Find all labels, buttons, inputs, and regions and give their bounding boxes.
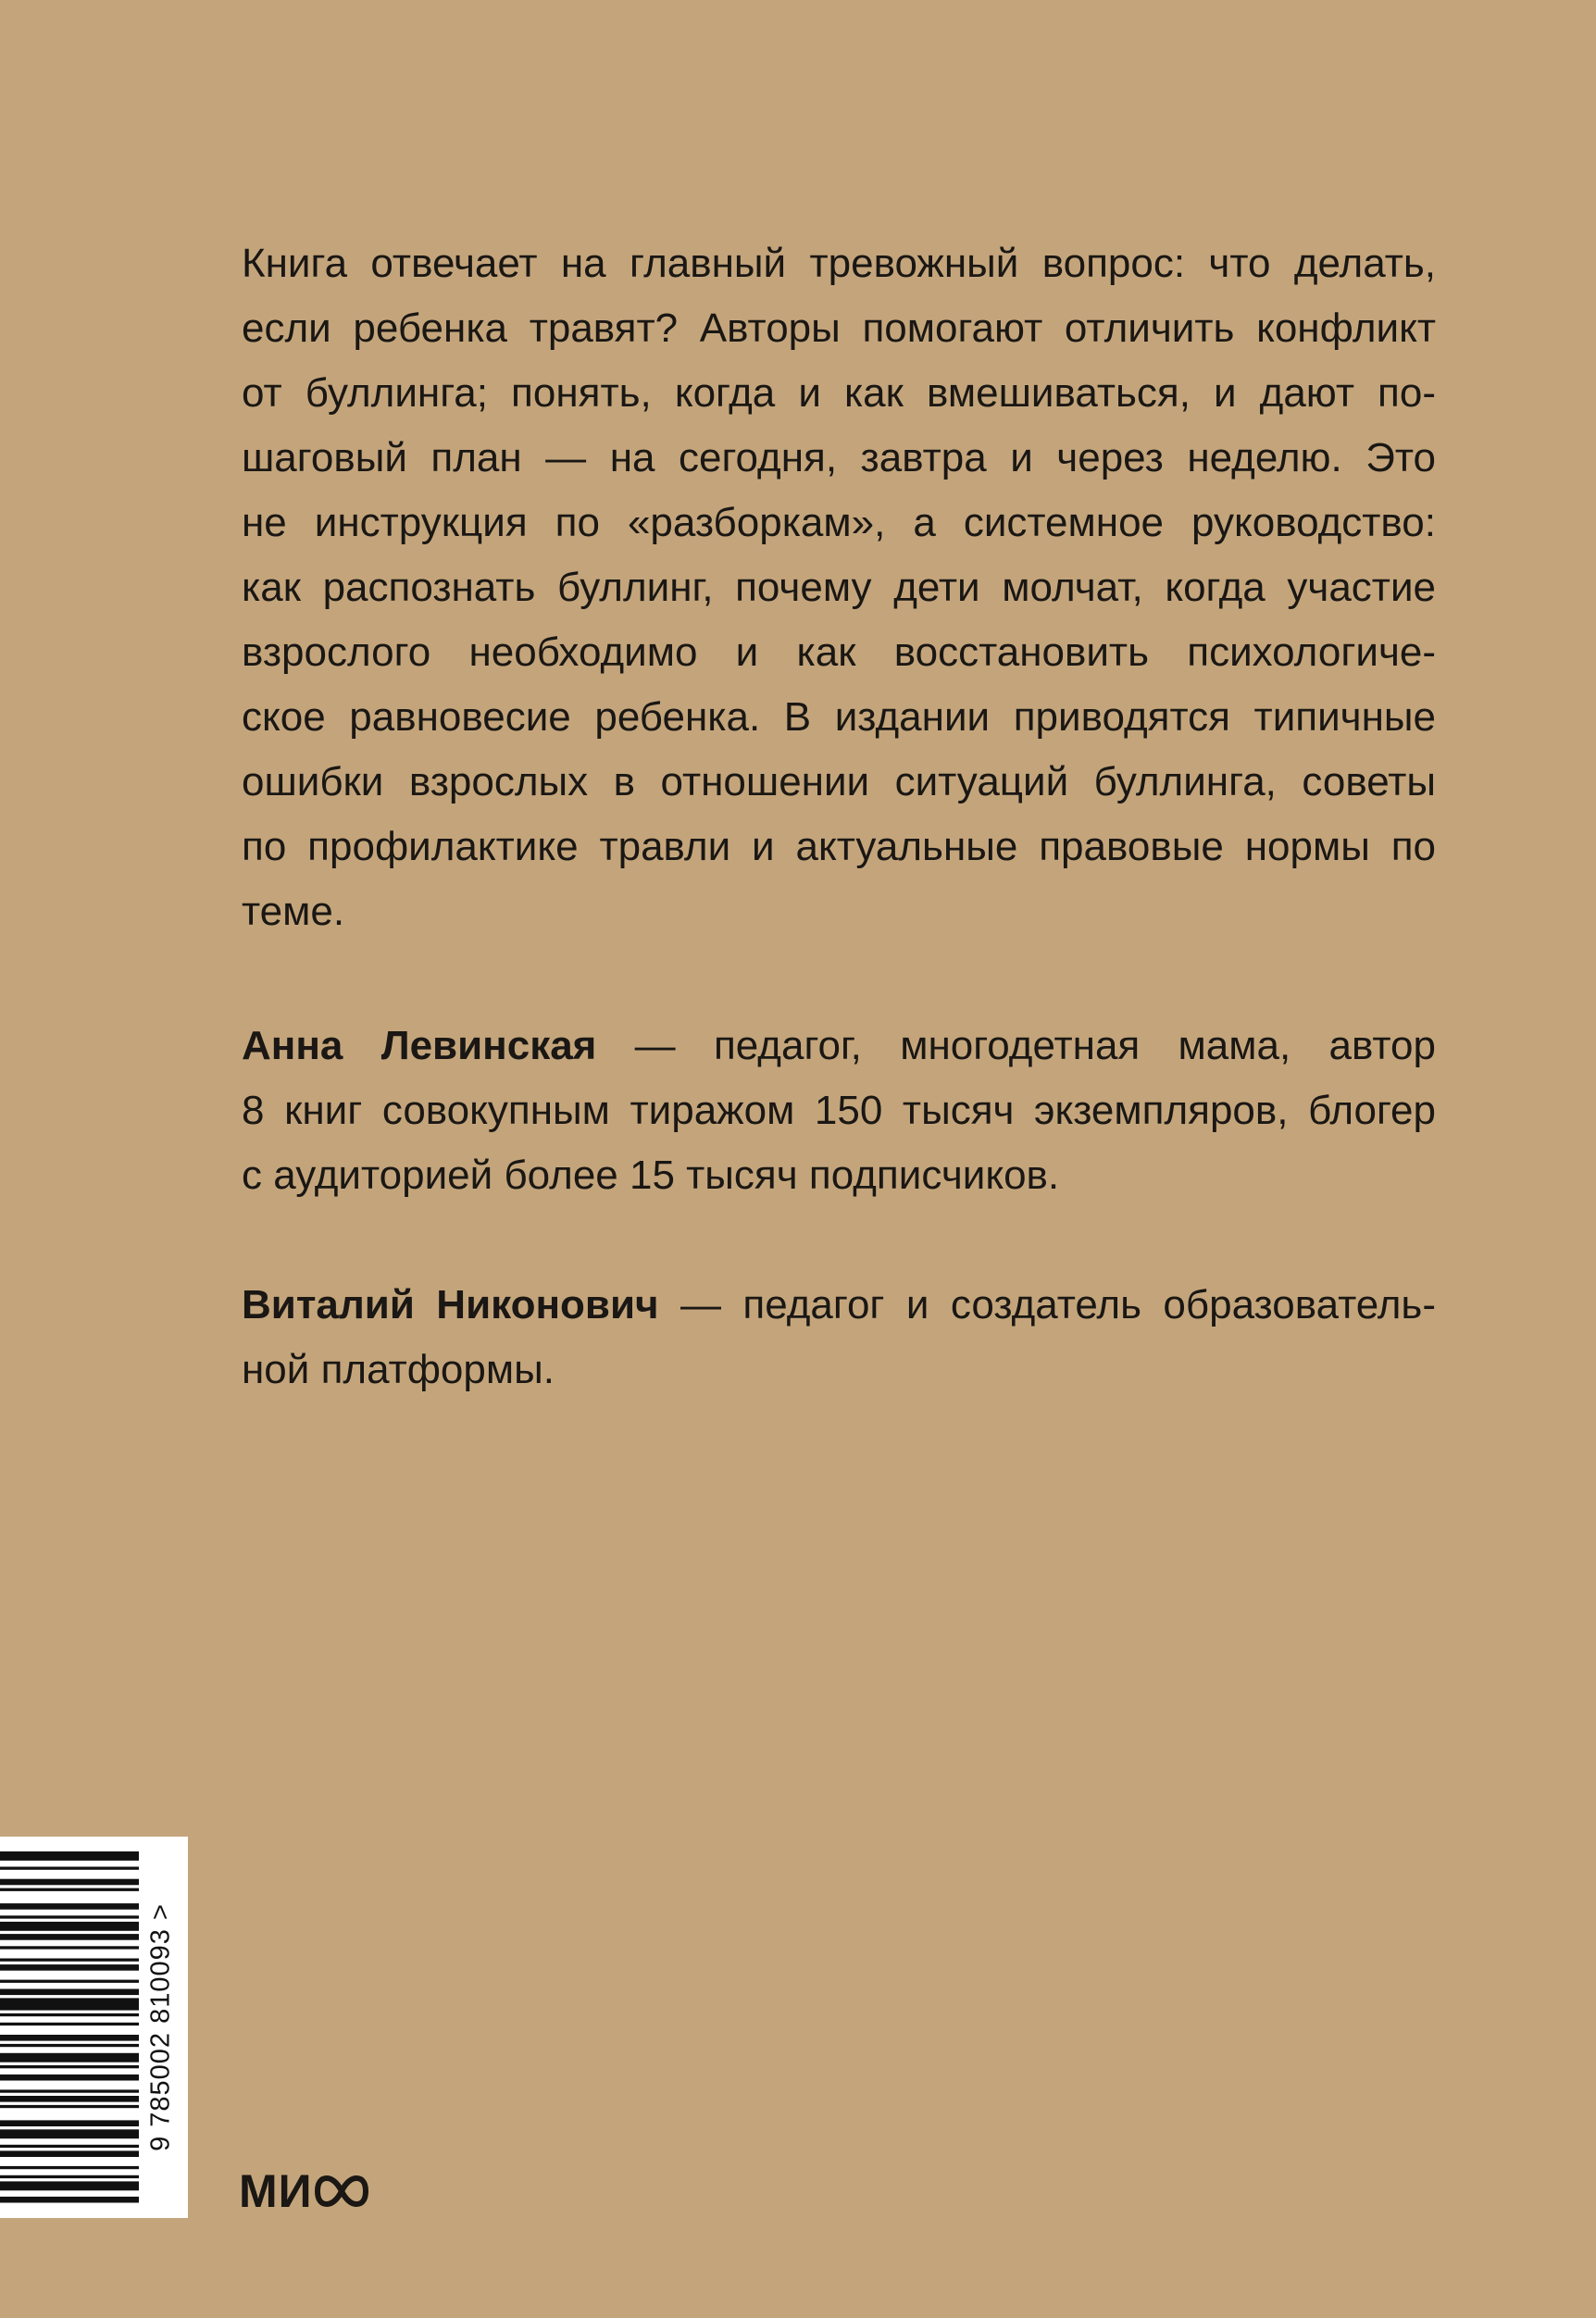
author-name: Анна Левинская [242, 1023, 597, 1068]
description-line: по профилактике травли и актуальные правовые нормы по [242, 824, 1436, 869]
author-name: Виталий Никонович [242, 1282, 659, 1327]
author-bio-first-line [242, 1273, 1436, 1338]
description-line: от буллинга; понять, когда и как вмешиваться, и дают по- [242, 370, 1436, 416]
description-line: ошибки взрослых в отношении ситуаций буллинга, советы [242, 759, 1436, 804]
description-line: теме. [242, 889, 345, 934]
isbn-barcode [0, 1837, 188, 2218]
infinity-icon [315, 2173, 368, 2210]
description-line: Книга отвечает на главный тревожный вопрос: что делать, [242, 241, 1436, 286]
author-bio-line: с аудиторией более 15 тысяч подписчиков. [242, 1153, 1060, 1198]
description-line: шаговый план — на сегодня, завтра и через неделю. Это [242, 435, 1436, 480]
barcode-digits: 9 785002 810093 > [145, 1903, 176, 2151]
description-line: ское равновесие ребенка. В издании приводятся типичные [242, 694, 1436, 740]
author-bio-text: — педагог и создатель образователь- [658, 1282, 1436, 1327]
author-bio-line: ной платформы. [242, 1347, 555, 1392]
description-line: не инструкция по «разборкам», а системное руководство: [242, 500, 1436, 545]
publisher-logo-text: МИ [239, 2165, 313, 2217]
author-bio-first-line [242, 1014, 1436, 1078]
barcode-bars-icon [0, 1851, 139, 2203]
author-bio-line: 8 книг совокупным тиражом 150 тысяч экземпляров, блогер [242, 1088, 1436, 1133]
description-line: если ребенка травят? Авторы помогают отличить конфликт [242, 305, 1436, 351]
description-line: взрослого необходимо и как восстановить психологиче- [242, 629, 1436, 675]
author-bio-2 [242, 1273, 1436, 1402]
author-bio-text: — педагог, многодетная мама, автор [596, 1023, 1436, 1068]
description-line: как распознать буллинг, почему дети молчат, когда участие [242, 565, 1436, 610]
book-description [242, 231, 1436, 944]
publisher-logo [239, 2163, 368, 2219]
author-bio-1 [242, 1014, 1436, 1208]
